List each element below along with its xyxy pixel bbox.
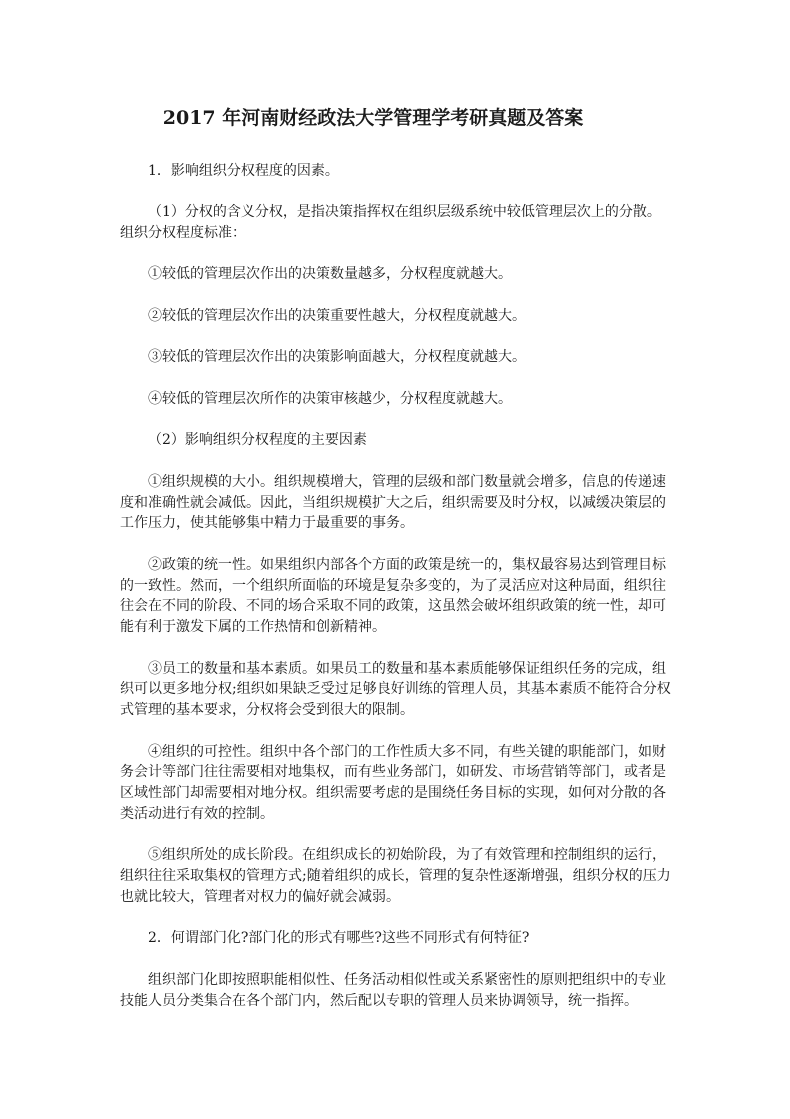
text-line: 区域性部门却需要相对地分权。组织需要考虑的是围绕任务目标的实现，如何对分散的各 (120, 785, 666, 802)
factor-policy-consistency (120, 555, 676, 638)
text-line: 组织部门化即按照职能相似性、任务活动相似性或关系紧密性的原则把组织中的专业 (148, 971, 666, 988)
question-1-heading (120, 161, 676, 182)
text-line: 1．影响组织分权程度的因素。 (148, 162, 339, 179)
text-line: 组织分权程度标准： (120, 224, 246, 241)
text-line: 往会在不同的阶段、不同的场合采取不同的政策，这虽然会破坏组织政策的统一性，却可 (120, 598, 666, 615)
text-line: 的一致性。然而，一个组织所面临的环境是复杂多变的，为了灵活应对这种局面，组织往 (120, 577, 666, 594)
text-line: ③员工的数量和基本素质。如果员工的数量和基本素质能够保证组织任务的完成，组 (148, 660, 666, 677)
paragraph-departmentalization-definition (120, 970, 676, 1012)
text-line: 类活动进行有效的控制。 (120, 805, 274, 822)
text-line: 式管理的基本要求，分权将会受到很大的限制。 (120, 702, 414, 719)
subsection-heading-factors (120, 430, 676, 451)
text-line: 工作压力，使其能够集中精力于最重要的事务。 (120, 515, 414, 532)
text-line: 度和准确性就会减低。因此，当组织规模扩大之后，组织需要及时分权，以减缓决策层的 (120, 494, 666, 511)
text-line: 也就比较大，管理者对权力的偏好就会减弱。 (120, 888, 400, 905)
factor-organization-size (120, 472, 676, 534)
text-line: 组织往往采取集权的管理方式;随着组织的成长，管理的复杂性逐渐增强，组织分权的压力 (120, 868, 671, 885)
text-line: ⑤组织所处的成长阶段。在组织成长的初始阶段，为了有效管理和控制组织的运行， (148, 847, 666, 864)
factor-controllability (120, 742, 676, 825)
factor-staff-quality (120, 659, 676, 721)
text-line: 织可以更多地分权;组织如果缺乏受过足够良好训练的管理人员，其基本素质不能符合分权 (120, 681, 671, 698)
criterion-item-4 (120, 389, 676, 410)
paragraph-decentralization-definition (120, 202, 676, 244)
text-line: 技能人员分类集合在各个部门内，然后配以专职的管理人员来协调领导，统一指挥。 (120, 992, 638, 1009)
document-title: 2017 年河南财经政法大学管理学考研真题及答案 (162, 107, 584, 129)
document-body (120, 161, 676, 1033)
text-line: （2）影响组织分权程度的主要因素 (148, 432, 367, 449)
text-line: ②政策的统一性。如果组织内部各个方面的政策是统一的，集权最容易达到管理目标 (148, 556, 666, 573)
criterion-item-2 (120, 306, 676, 327)
question-2-heading (120, 928, 676, 949)
text-line: 务会计等部门往往需要相对地集权，而有些业务部门，如研发、市场营销等部门，或者是 (120, 764, 666, 781)
text-line: ①较低的管理层次作出的决策数量越多，分权程度就越大。 (148, 266, 512, 283)
criterion-item-3 (120, 347, 676, 368)
text-line: 2．何谓部门化?部门化的形式有哪些?这些不同形式有何特征? (148, 930, 530, 947)
text-line: ③较低的管理层次作出的决策影响面越大，分权程度就越大。 (148, 349, 526, 366)
text-line: 能有利于激发下属的工作热情和创新精神。 (120, 619, 386, 636)
text-line: ④较低的管理层次所作的决策审核越少，分权程度就越大。 (148, 390, 512, 407)
criterion-item-1 (120, 264, 676, 285)
text-line: ④组织的可控性。组织中各个部门的工作性质大多不同，有些关键的职能部门，如财 (148, 743, 666, 760)
factor-growth-stage (120, 845, 676, 907)
text-line: （1）分权的含义分权，是指决策指挥权在组织层级系统中较低管理层次上的分散。 (148, 204, 661, 221)
text-line: ②较低的管理层次作出的决策重要性越大，分权程度就越大。 (148, 307, 526, 324)
text-line: ①组织规模的大小。组织规模增大，管理的层级和部门数量就会增多，信息的传递速 (148, 473, 666, 490)
